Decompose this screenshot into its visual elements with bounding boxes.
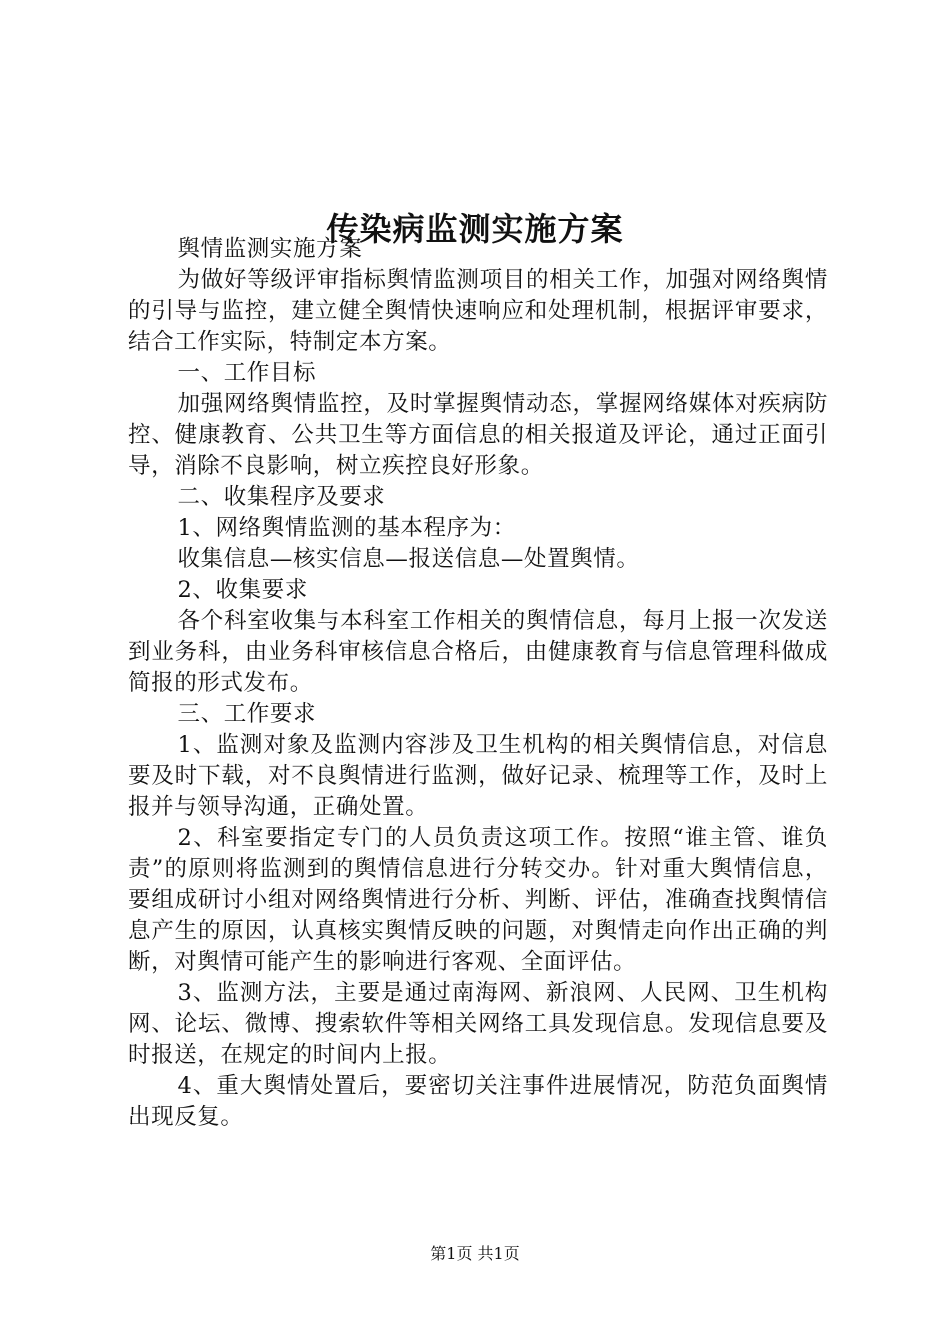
section-heading-work-requirements: 三、工作要求 [177, 701, 317, 727]
paragraph-procedure-flow: 收集信息—核实信息—报送信息—处置舆情。 [177, 546, 640, 572]
paragraph-requirement-4: 4、重大舆情处置后，要密切关注事件进展情况，防范负面舆情出现反复。 [128, 1073, 828, 1130]
document-title: 传染病监测实施方案 [326, 210, 624, 249]
paragraph-subtitle: 舆情监测实施方案 [177, 236, 363, 262]
paragraph-requirement-3: 3、监测方法，主要是通过南海网、新浪网、人民网、卫生机构网、论坛、微博、搜索软件等相关网络工具发现信息。发现信息要及时报送，在规定的时间内上报。 [128, 980, 828, 1068]
paragraph-collection-heading: 2、收集要求 [177, 577, 308, 603]
section-heading-procedure: 二、收集程序及要求 [177, 484, 386, 510]
paragraph-procedure-basic: 1、网络舆情监测的基本程序为： [177, 515, 516, 541]
paragraph-requirement-1: 1、监测对象及监测内容涉及卫生机构的相关舆情信息，对信息要及时下载，对不良舆情进行监测，做好记录、梳理等工作，及时上报并与领导沟通，正确处置。 [128, 732, 828, 820]
paragraph-collection-requirements: 各个科室收集与本科室工作相关的舆情信息，每月上报一次发送到业务科，由业务科审核信息合格后，由健康教育与信息管理科做成简报的形式发布。 [128, 608, 828, 696]
paragraph-goals: 加强网络舆情监控，及时掌握舆情动态，掌握网络媒体对疾病防控、健康教育、公共卫生等方面信息的相关报道及评论，通过正面引导，消除不良影响，树立疾控良好形象。 [128, 391, 828, 479]
paragraph-requirement-2: 2、科室要指定专门的人员负责这项工作。按照“谁主管、谁负责”的原则将监测到的舆情信息进行分转交办。针对重大舆情信息，要组成研讨小组对网络舆情进行分析、判断、评估，准确查找舆情信息产生的原因，认真核实舆情反映的问题，对舆情走向作出正确的判断，对舆情可能产生的影响进行客观、全面评估。 [128, 825, 828, 975]
section-heading-goals: 一、工作目标 [177, 360, 317, 386]
document-body [128, 234, 828, 1133]
page-footer: 第1页 共1页 [430, 1244, 520, 1263]
paragraph-intro: 为做好等级评审指标舆情监测项目的相关工作，加强对网络舆情的引导与监控，建立健全舆情快速响应和处理机制，根据评审要求，结合工作实际，特制定本方案。 [128, 267, 828, 355]
